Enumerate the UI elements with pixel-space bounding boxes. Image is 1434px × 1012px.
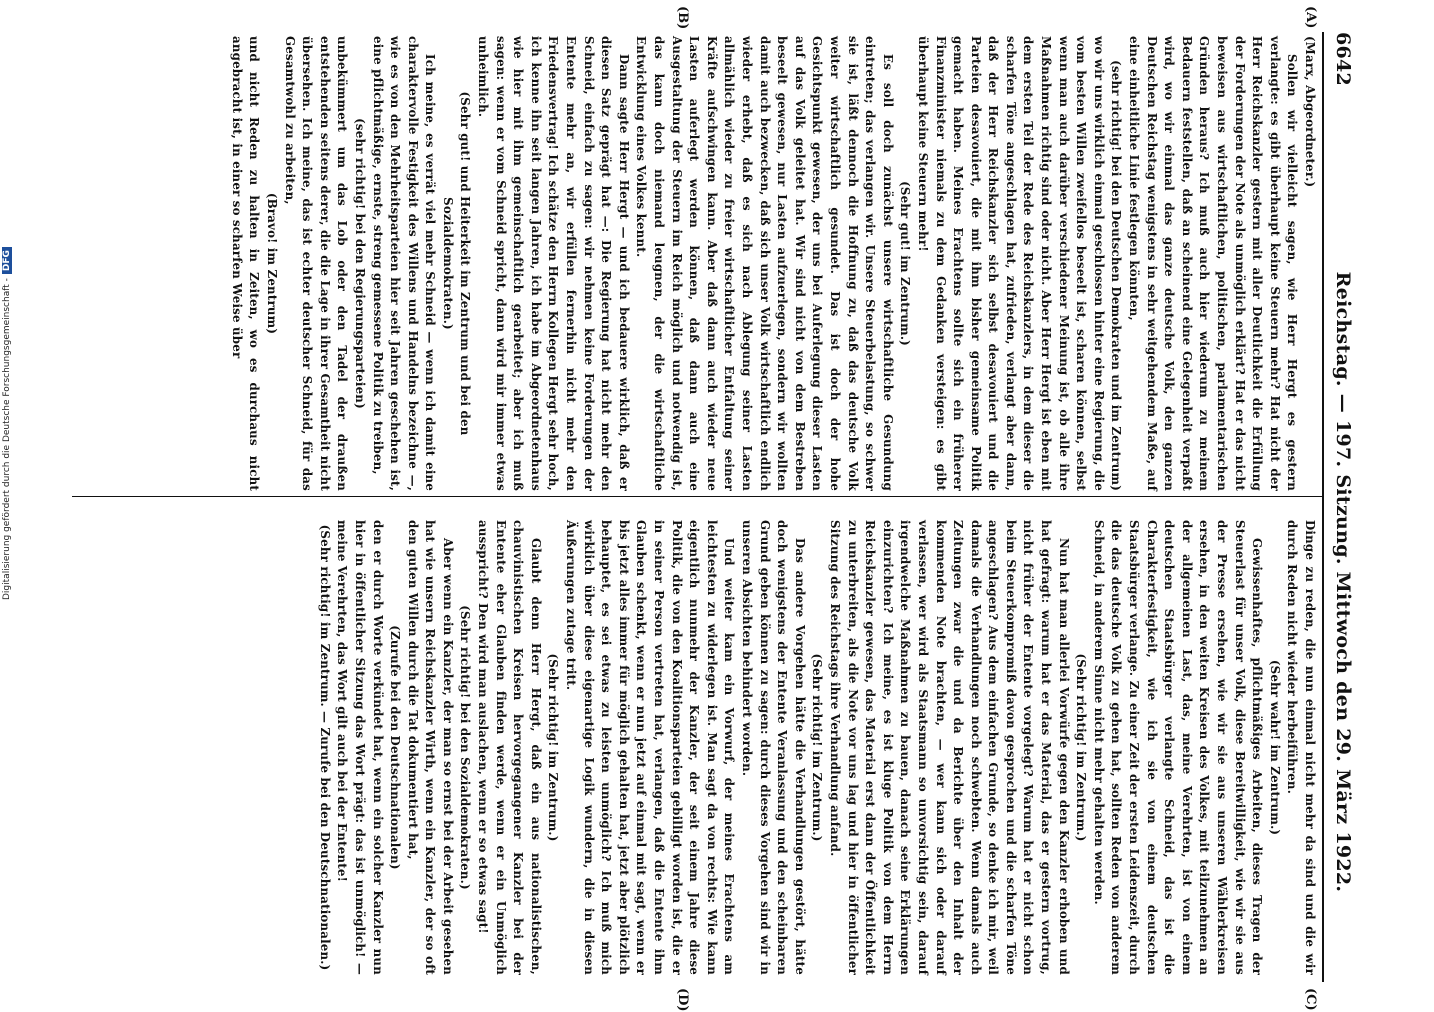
paragraph: Nun hat man allerlei Vorwürfe gegen den Kanzler erhoben und hat gefragt: warum hat er das Material, das er gestern vortrug, nicht früher der Entente vorgelegt? Warum hat er nicht schon beim Steuerkompromiß davon gesprochen und die scharfen Töne angeschlagen? Aus dem einfachen Grunde, so denke ich mir, weil damals die Verhandlungen noch schwebten. Wenn damals auch Zeitungen zwar die und da Berichte über den Inhalt der kommenden Note brachten, — wer kann sich oder darauf verlassen, wer wird als Staatsmann so unvorsichtig sein, darauf irgendwelche Maßnahmen zu bauen, danach seine Erklärungen einzurichten? Ich meine, es ist kluge Politik von dem Herrn Reichskanzler gewesen, das Material erst dann der Öffentlichkeit zu unterbreiten, als die Note vor uns lag und hier in öffentlicher Sitzung des Reichstags ihre Verhandlung anfand.	[827, 520, 1071, 975]
header-rule	[1322, 32, 1324, 982]
paragraph: Es soll doch zunächst unsere wirtschaftliche Gesundung eintreten; das verlangen wir. Unsere Steuerbelastung, so schwer sie ist, läßt dennoch die Hoffnung zu, daß das deutsche Volk weiter wirtschaftlich gesundet. Das ist doch der hohe Gesichtspunkt gewesen, der uns bei Auferlegung dieser Lasten auf das Volk geleitet hat. Wir sind nicht von dem Bestreben beseelt gewesen, nur Lasten aufzuerlegen, sondern wir wollten damit auch bezwecken, daß sich unser Volk wirtschaftlich endlich wieder erhebt, daß es sich nach Ablegung seiner Lasten allmählich wieder zu freier wirtschaftlicher Entfaltung seiner Kräfte aufschwingen kann. Aber daß dann auch wieder neue Lasten auferlegt werden können, daß dann auch eine Ausgestaltung der Steuern im Reich möglich und notwendig ist, das kann doch niemand leugnen, der die wirtschaftliche Entwicklung eines Volkes kennt.	[634, 36, 895, 491]
margin-marker-a: (A)	[1303, 6, 1318, 29]
margin-marker-b: (B)	[675, 6, 690, 30]
interjection: (Sehr richtig! bei den Sozialdemokraten.)	[458, 605, 473, 890]
paragraph: Aber wenn ein Kanzler, der man so ernst bei der Arbeit gesehen hat wie unsern Reichskanzler Wirth, wenn ein Kanzler, der so oft den guten Willen durch die Tat dokumentiert hat,	[405, 520, 455, 975]
interjection: (Sehr richtig! im Zentrum.)	[1074, 653, 1089, 842]
interjection: (Sehr gut! und Heiterkeit im Zentrum und bei den Sozialdemokraten.)	[440, 91, 473, 436]
interjection: (Sehr wahr! im Zentrum.)	[1267, 659, 1282, 836]
interjection: (Bravo! im Zentrum)	[264, 192, 279, 335]
interjection: (sehr richtig! bei den Regierungsparteien)	[352, 118, 367, 409]
paragraph: den er durch Worte verkündet hat, wenn ein solcher Kanzler nun hier in öffentlicher Sitzung das Wort prägt: das ist unmöglich! — meine Verehrten, das Wort gilt auch bei der Entente!	[335, 520, 385, 975]
speaker-label: (Marx, Abgeordneter.)	[1303, 36, 1317, 188]
margin-marker-d: (D)	[675, 988, 690, 1012]
interjection: (Sehr richtig! im Zentrum.)	[810, 653, 825, 842]
paragraph: Gewissenhaftes, pflichtmäßiges Arbeiten, dieses Tragen der Steuerlast für unser Volk, diese Bereitwilligkeit, wie wir sie aus der Presse ersehen, wie wir sie aus unseren Wählerkreisen ersehen, in den weiten Kreisen des Volkes, mit teilzunehmen an der allgemeinen Last, das, meine Verehrten, ist von einem deutschen Staatsbürger verlangte Schneid, das ist die Charakterfestigkeit, wie ich sie von einem deutschen Staatsbürger verlange. Zu einer Zeit der ersten Leidenszeit, durch die das deutsche Volk zu gehen hat, sollten Reden von anderem Schneid, in anderem Sinne nicht mehr gehalten werden.	[1091, 520, 1265, 975]
paragraph: Sollen wir vielleicht sagen, wie Herr Hergt es gestern verlangte: es gibt überhaupt keine Steuern mehr? Hat nicht der Herr Reichskanzler gestern mit aller Deutlichkeit die Erfüllung der Forderungen der Note als unmöglich erklärt? Hat er das nicht beweisen aus wirtschaftlichen, politischen, parlamentarischen Gründen heraus? Ich muß auch hier wiederum zu meinem Bedauern feststellen, daß an scheinend eine Gelegenheit verpaßt wird, wo wir einmal das ganze deutsche Volk, den ganzen Deutschen Reichstag wenigstens in sehr weitgehendem Maße, auf eine einheitliche Linie festlegen könnten,	[1127, 36, 1300, 491]
margin-marker-c: (C)	[1303, 988, 1318, 1011]
interjection: (Zurufe bei den Deutschnationalen)	[388, 625, 403, 870]
paragraph: wo wir uns wirklich einmal geschlossen hinter eine Regierung, die vom besten Willen zweifellos beseelt ist, scharen können, selbst wenn man auch darüber verschiedener Meinung ist, ob alle ihre Maßnahmen richtig sind oder nicht. Aber Herr Hergt ist eben mit dem ersten Teil der Rede des Reichskanzlers, in dem dieser die scharfen Töne angeschlagen hat, zufrieden, verlangt aber dann, daß der Herr Reichskanzler sich selbst desavouiert und die Parteien desavouiert, die mit ihm bisher gemeinsame Politik gemacht haben. Meines Erachtens sollte sich ein früherer Finanzminister niemals zu dem Gedanken versteigen: es gibt überhaupt keine Steuern mehr!	[915, 36, 1106, 491]
interjection: (Sehr richtig! im Zentrum. — Zurufe bei den Deutschnationalen.)	[317, 524, 332, 971]
interjection: (sehr richtig! bei den Deutschen Demokraten und im Zentrum)	[1109, 60, 1124, 491]
page-header	[1324, 32, 1360, 982]
column-divider	[72, 496, 1322, 497]
paragraph: unbekümmert um das Lob oder den Tadel der draußen entstehenden seitens derer, die die Lage in ihrer Gesamtheit nicht übersehen. Ich meine, das ist echter deutscher Schneid, für das Gesamtwohl zu arbeiten,	[282, 36, 350, 491]
page-number: 6642	[1332, 32, 1354, 87]
paragraph: Dinge zu reden, die nun einmal nicht mehr da sind und die wir durch Reden nicht wieder herbeiführen.	[1285, 520, 1317, 975]
dfg-logo: DFG	[2, 247, 12, 274]
paragraph: Dann sagte Herr Hergt — und ich bedauere wirklich, daß er diesen Satz geprägt hat —: Die Regierung hat nicht mehr den Schneid, einfach zu sagen: wir nehmen keine Forderungen der Entente mehr an, wir erfüllen fernerhin nicht mehr den Friedensvertrag! Ich schätze den Herrn Kollegen Hergt sehr hoch, ich kenne ihn seit langen Jahren, ich habe im Abgeordnetenhaus wie hier mit ihm gemeinschaftlich gearbeitet; aber ich muß sagen: wenn er vom Schneid spricht, dann wird mir immer etwas unheimlich.	[476, 36, 631, 491]
right-column	[315, 520, 1318, 975]
paragraph: Glaubt denn Herr Hergt, daß ein aus nationalistischen, chauvinistischen Kreisen hervorgegangener Kanzler bei der Entente eher Glauben finden werde, wenn er ein Unmöglich ausspricht? Den wird man auslachen, wenn er so etwas sagt!	[476, 520, 543, 975]
digitization-credit	[2, 200, 16, 600]
interjection: (Sehr richtig! im Zentrum.)	[546, 653, 561, 842]
paragraph: Und weiter kam ein Vorwurf, der meines Erachtens am leichtesten zu widerlegen ist. Man sagt da von rechts: Wie kann eigentlich nunmehr der Kanzler, der seit einem Jahre diese Politik, die von den Koalitionsparteien gebilligt worden ist, die er in seiner Person vertreten hat, verlangen, daß die Entente ihm Glauben schenkt, wenn er nun jetzt auf einmal mit sagt, wenn er bis jetzt alles immer für möglich gehalten hat, jetzt aber plötzlich behauptet, es sei etwas zu leisten unmöglich? Ich muß mich wirklich über diese eigenartige Logik wundern, die in diesen Äußerungen zutage tritt.	[564, 520, 737, 975]
page-title: Reichstag. — 197. Sitzung. Mittwoch den 29. März 1922.	[1332, 271, 1354, 893]
interjection: (Sehr gut! im Zentrum.)	[898, 181, 913, 346]
paragraph: und nicht Reden zu halten in Zeiten, wo es durchaus nicht angebracht ist, in einer so scharfen Weise über	[229, 36, 262, 491]
paragraph: Ich meine, es verrät viel mehr Schneid — wenn ich damit eine charaktervolle Festigkeit des Willens und Handelns bezeichne —, wie es von den Mehrheitsparteien hier seit Jahren geschehen ist, eine pflichtmäßige, ernste, streng gemessene Politik zu treiben,	[370, 36, 438, 491]
paragraph: Das andere Vorgehen hätte die Verhandlungen gestört, hätte doch wenigstens der Entente Veranlassung und den scheinbaren Grund geben können zu sagen: durch dieses Vorgehen sind wir in unseren Absichten behindert worden.	[740, 520, 807, 975]
left-column	[227, 36, 1318, 491]
credit-text: Digitalisierung gefördert durch die Deutsche Forschungsgemeinschaft -	[2, 278, 12, 600]
